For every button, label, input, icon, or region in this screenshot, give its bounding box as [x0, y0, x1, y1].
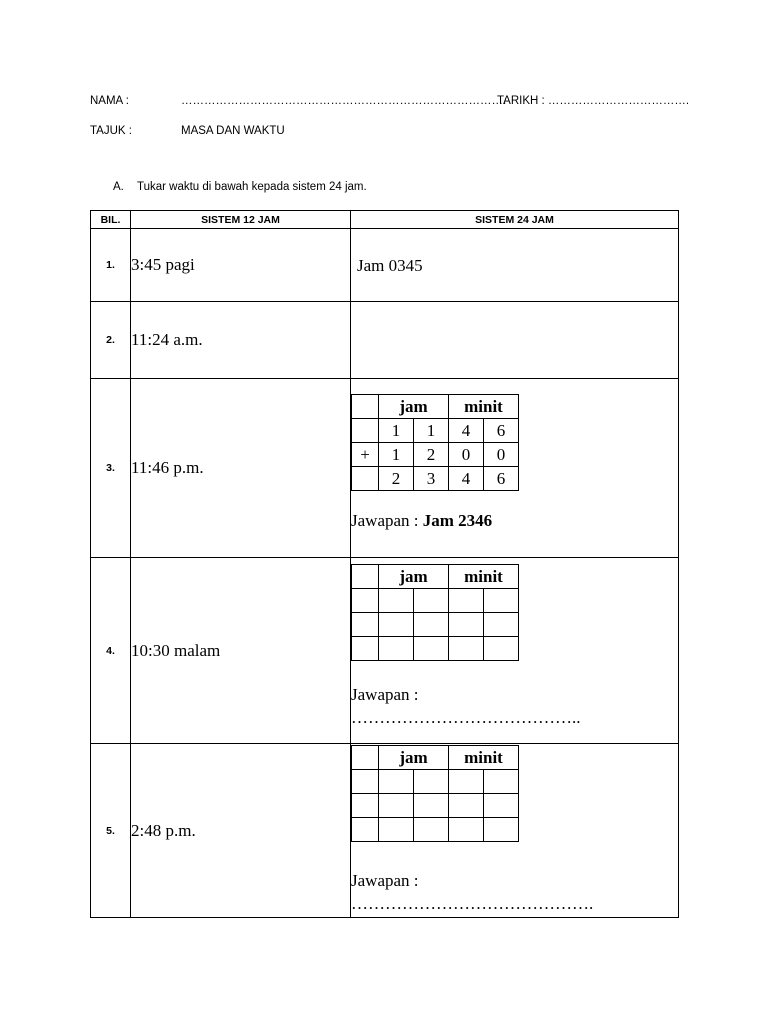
- grid-header-jam: jam: [379, 746, 449, 770]
- grid-cell[interactable]: [449, 770, 484, 794]
- answer-value: Jam 2346: [422, 511, 493, 530]
- grid-cell[interactable]: [449, 637, 484, 661]
- table-row: [91, 302, 679, 379]
- working-grid: [351, 394, 519, 491]
- answer-blank[interactable]: …………………………………….: [351, 894, 594, 913]
- table-row: [91, 558, 679, 744]
- grid-cell: 6: [484, 467, 519, 491]
- grid-cell[interactable]: [414, 613, 449, 637]
- grid-cell[interactable]: [379, 794, 414, 818]
- grid-cell: 3: [414, 467, 449, 491]
- grid-cell[interactable]: [484, 794, 519, 818]
- answer-cell[interactable]: [351, 302, 679, 379]
- answer-cell[interactable]: [351, 558, 679, 744]
- grid-cell[interactable]: [352, 770, 379, 794]
- grid-cell: 2: [379, 467, 414, 491]
- answer-line: [351, 511, 678, 531]
- tarikh-field[interactable]: TARIKH : ……………………………….: [497, 95, 690, 107]
- grid-cell[interactable]: [379, 613, 414, 637]
- grid-cell[interactable]: [379, 589, 414, 613]
- answer-cell[interactable]: [351, 744, 679, 918]
- answer-label: Jawapan :: [351, 685, 419, 704]
- working-grid: [351, 564, 519, 661]
- grid-cell[interactable]: [352, 637, 379, 661]
- grid-cell[interactable]: [484, 613, 519, 637]
- grid-header-minit: minit: [449, 746, 519, 770]
- grid-cell[interactable]: [379, 818, 414, 842]
- table-row: [91, 229, 679, 302]
- grid-cell[interactable]: [414, 637, 449, 661]
- answer-label: Jawapan :: [351, 511, 423, 530]
- row-number: 1.: [91, 229, 131, 302]
- time-24h: Jam 0345: [357, 256, 423, 275]
- conversion-table: [90, 210, 679, 918]
- grid-cell: +: [352, 443, 379, 467]
- table-row: [91, 744, 679, 918]
- nama-label: NAMA :: [90, 95, 129, 107]
- grid-cell[interactable]: [449, 589, 484, 613]
- grid-cell: [352, 467, 379, 491]
- answer-blank[interactable]: …………………………………..: [351, 708, 581, 727]
- grid-cell[interactable]: [484, 637, 519, 661]
- row-number: 4.: [91, 558, 131, 744]
- grid-cell: 4: [449, 419, 484, 443]
- grid-cell[interactable]: [484, 770, 519, 794]
- grid-cell: 0: [449, 443, 484, 467]
- header-24h: SISTEM 24 JAM: [351, 211, 679, 229]
- grid-cell: [352, 565, 379, 589]
- grid-cell: 0: [484, 443, 519, 467]
- time-12h: 10:30 malam: [131, 558, 351, 744]
- grid-header-minit: minit: [449, 565, 519, 589]
- grid-cell: 4: [449, 467, 484, 491]
- grid-cell: [352, 746, 379, 770]
- working-grid: [351, 745, 519, 842]
- row-number: 5.: [91, 744, 131, 918]
- grid-cell[interactable]: [352, 613, 379, 637]
- grid-cell: 1: [414, 419, 449, 443]
- grid-cell[interactable]: [352, 589, 379, 613]
- time-12h: 2:48 p.m.: [131, 744, 351, 918]
- grid-cell[interactable]: [352, 818, 379, 842]
- grid-header-minit: minit: [449, 395, 519, 419]
- instruction: [113, 181, 367, 193]
- table-row: [91, 379, 679, 558]
- grid-cell[interactable]: [414, 770, 449, 794]
- answer-cell: [351, 379, 679, 558]
- grid-cell[interactable]: [414, 589, 449, 613]
- grid-cell[interactable]: [449, 613, 484, 637]
- grid-cell: 1: [379, 443, 414, 467]
- answer-label: Jawapan :: [351, 871, 419, 890]
- nama-blank[interactable]: ………………………………………………………………………….: [181, 95, 507, 107]
- header-bil: BIL.: [91, 211, 131, 229]
- grid-cell: [352, 395, 379, 419]
- grid-cell: [352, 419, 379, 443]
- time-12h: 3:45 pagi: [131, 229, 351, 302]
- grid-header-jam: jam: [379, 395, 449, 419]
- grid-cell[interactable]: [449, 818, 484, 842]
- grid-header-jam: jam: [379, 565, 449, 589]
- grid-cell[interactable]: [379, 637, 414, 661]
- grid-cell: 1: [379, 419, 414, 443]
- grid-cell[interactable]: [449, 794, 484, 818]
- grid-cell[interactable]: [379, 770, 414, 794]
- grid-cell: 2: [414, 443, 449, 467]
- tajuk-label: TAJUK :: [90, 125, 132, 137]
- tajuk-value: MASA DAN WAKTU: [181, 125, 285, 137]
- row-number: 2.: [91, 302, 131, 379]
- grid-cell[interactable]: [414, 794, 449, 818]
- row-number: 3.: [91, 379, 131, 558]
- time-12h: 11:24 a.m.: [131, 302, 351, 379]
- grid-cell: 6: [484, 419, 519, 443]
- grid-cell[interactable]: [352, 794, 379, 818]
- instruction-number: A.: [113, 181, 124, 193]
- grid-cell[interactable]: [484, 818, 519, 842]
- instruction-text: Tukar waktu di bawah kepada sistem 24 jam.: [137, 181, 367, 193]
- answer-cell[interactable]: [351, 229, 679, 302]
- grid-cell[interactable]: [414, 818, 449, 842]
- header-12h: SISTEM 12 JAM: [131, 211, 351, 229]
- grid-cell[interactable]: [484, 589, 519, 613]
- time-12h: 11:46 p.m.: [131, 379, 351, 558]
